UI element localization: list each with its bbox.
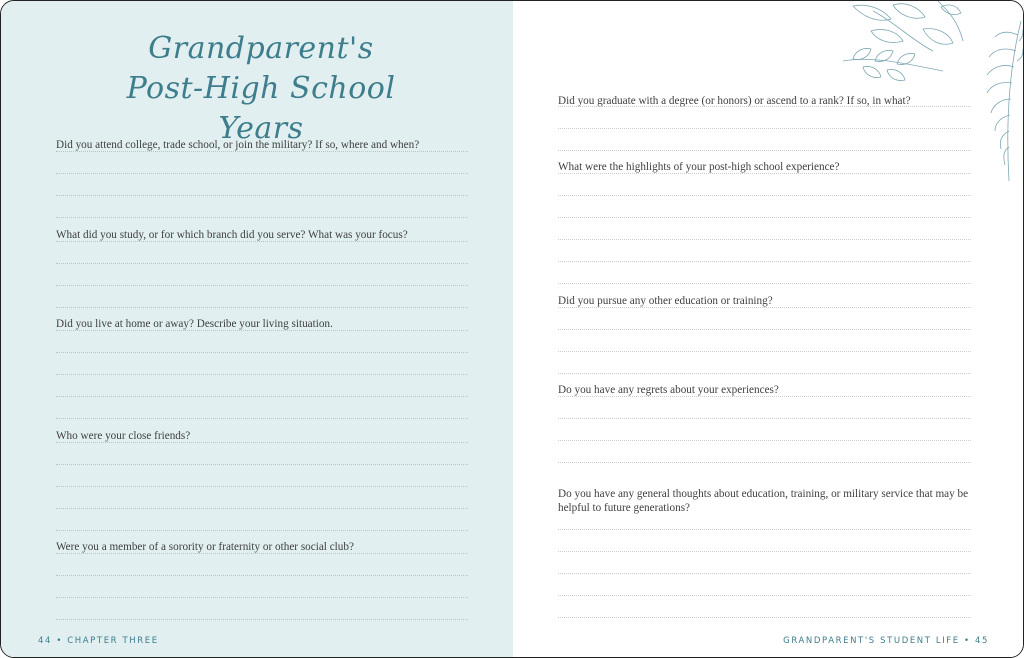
answer-line[interactable] — [558, 595, 971, 596]
answer-line[interactable] — [56, 575, 468, 576]
answer-line[interactable] — [558, 217, 971, 218]
answer-line[interactable] — [56, 464, 468, 465]
answer-line[interactable] — [558, 551, 971, 552]
question-highlights: What were the highlights of your post-high school experience? — [558, 161, 840, 173]
question-study: What did you study, or for which branch did you serve? What was your focus? — [56, 229, 408, 241]
answer-line[interactable] — [56, 352, 468, 353]
question-friends: Who were your close friends? — [56, 430, 191, 442]
answer-line[interactable] — [558, 150, 971, 151]
answer-line[interactable] — [558, 173, 971, 174]
question-regrets: Do you have any regrets about your experiences? — [558, 384, 779, 396]
answer-line[interactable] — [558, 128, 971, 129]
answer-line[interactable] — [558, 440, 971, 441]
title-line-2: Post-High School Years — [126, 71, 396, 146]
right-page — [513, 1, 1023, 657]
answer-line[interactable] — [558, 351, 971, 352]
answer-line[interactable] — [56, 307, 468, 308]
left-page — [1, 1, 513, 657]
answer-line[interactable] — [56, 263, 468, 264]
answer-line[interactable] — [558, 239, 971, 240]
answer-line[interactable] — [56, 374, 468, 375]
answer-line[interactable] — [56, 486, 468, 487]
page-title — [101, 29, 421, 149]
answer-line[interactable] — [558, 373, 971, 374]
answer-line[interactable] — [56, 330, 468, 331]
answer-line[interactable] — [56, 195, 468, 196]
answer-line[interactable] — [56, 508, 468, 509]
answer-line[interactable] — [558, 462, 971, 463]
page-footer-right: GRANDPARENT'S STUDENT LIFE • 45 — [783, 636, 989, 646]
question-general-thoughts: Do you have any general thoughts about education, training, or military service that may be helpful to future generations? — [558, 488, 969, 514]
answer-line[interactable] — [56, 285, 468, 286]
answer-line[interactable] — [558, 396, 971, 397]
answer-line[interactable] — [56, 619, 468, 620]
answer-line[interactable] — [558, 329, 971, 330]
answer-line[interactable] — [56, 530, 468, 531]
answer-line[interactable] — [56, 442, 468, 443]
question-living: Did you live at home or away? Describe your living situation. — [56, 318, 333, 330]
page-footer-left: 44 • CHAPTER THREE — [38, 636, 159, 646]
answer-line[interactable] — [558, 261, 971, 262]
answer-line[interactable] — [56, 173, 468, 174]
answer-line[interactable] — [558, 573, 971, 574]
answer-line[interactable] — [558, 617, 971, 618]
question-college: Did you attend college, trade school, or join the military? If so, where and when? — [56, 139, 420, 151]
answer-line[interactable] — [558, 195, 971, 196]
answer-line[interactable] — [558, 529, 971, 530]
fern-frond — [987, 21, 1023, 181]
question-social-club: Were you a member of a sorority or fraternity or other social club? — [56, 541, 354, 553]
answer-line[interactable] — [558, 307, 971, 308]
answer-line[interactable] — [56, 597, 468, 598]
answer-line[interactable] — [56, 151, 468, 152]
answer-line[interactable] — [56, 396, 468, 397]
answer-line[interactable] — [558, 418, 971, 419]
question-degree: Did you graduate with a degree (or honors) or ascend to a rank? If so, in what? — [558, 95, 911, 107]
question-other-education: Did you pursue any other education or training? — [558, 295, 773, 307]
answer-line[interactable] — [56, 217, 468, 218]
answer-line[interactable] — [56, 418, 468, 419]
leaf-cluster — [843, 1, 963, 81]
title-line-1: Grandparent's — [148, 31, 374, 66]
answer-line[interactable] — [558, 283, 971, 284]
answer-line[interactable] — [56, 553, 468, 554]
answer-line[interactable] — [56, 241, 468, 242]
answer-line[interactable] — [558, 106, 971, 107]
